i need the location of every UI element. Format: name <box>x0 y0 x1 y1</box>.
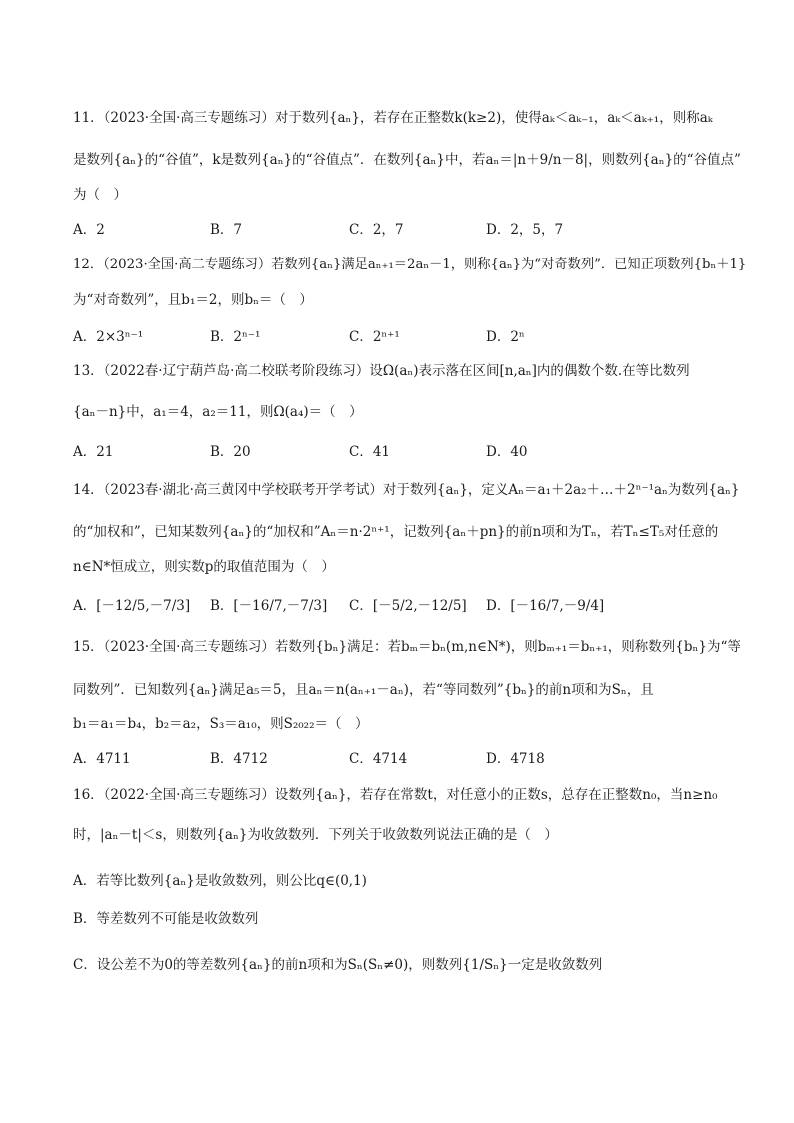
question-12-line-2: 为“对奇数列”，且b₁＝2，则bₙ＝（ ） <box>73 292 313 308</box>
option-c: C．2，7 <box>349 222 404 238</box>
question-14-line-3: n∈N*恒成立，则实数p的取值范围为（ ） <box>73 559 335 575</box>
option-a: A．[－12/5,－7/3] <box>73 598 191 614</box>
question-15-options <box>73 747 713 767</box>
option-c: C．41 <box>349 444 391 460</box>
option-b: B．7 <box>210 222 243 238</box>
option-c: C．[－5/2,－12/5] <box>349 598 467 614</box>
question-16-line-1: 16．（2022·全国·高三专题练习）设数列{aₙ}，若存在常数t，对任意小的正数s，总存在正整数n₀，当n≥n₀ <box>73 787 718 803</box>
question-14-options <box>73 594 713 614</box>
option-a: A．2 <box>73 222 105 238</box>
question-11-line-2: 是数列{aₙ}的“谷值”，k是数列{aₙ}的“谷值点”．在数列{aₙ}中，若aₙ＝|n＋9/n－8|，则数列{aₙ}的“谷值点” <box>73 152 741 168</box>
question-16-option-a: A．若等比数列{aₙ}是收敛数列，则公比q∈(0,1) <box>73 873 367 889</box>
question-14-line-2: 的“加权和”，已知某数列{aₙ}的“加权和”Aₙ＝n·2ⁿ⁺¹，记数列{aₙ＋pn}的前n项和为Tₙ，若Tₙ≤T₅对任意的 <box>73 524 719 540</box>
question-13-options <box>73 440 713 460</box>
question-16-option-b: B．等差数列不可能是收敛数列 <box>73 911 259 927</box>
question-15-line-3: b₁＝a₁＝b₄，b₂＝a₂，S₃＝a₁₀，则S₂₀₂₂＝（ ） <box>73 716 369 732</box>
question-13-line-1: 13．（2022春·辽宁葫芦岛·高二校联考阶段练习）设Ω(aₙ)表示落在区间[n,aₙ]内的偶数个数.在等比数列 <box>73 363 690 379</box>
question-16-option-c: C．设公差不为0的等差数列{aₙ}的前n项和为Sₙ(Sₙ≠0)，则数列{1/Sₙ}一定是收敛数列 <box>73 957 603 973</box>
option-d: D．[－16/7,－9/4] <box>486 598 605 614</box>
option-b: B．[－16/7,－7/3] <box>210 598 328 614</box>
question-15-line-1: 15．（2023·全国·高三专题练习）若数列{bₙ}满足：若bₘ＝bₙ(m,n∈N*)，则bₘ₊₁＝bₙ₊₁，则称数列{bₙ}为“等 <box>73 639 741 655</box>
option-d: D．2ⁿ <box>486 329 525 345</box>
option-b: B．2ⁿ⁻¹ <box>210 329 261 345</box>
option-a: A．2×3ⁿ⁻¹ <box>73 329 144 345</box>
question-11-options <box>73 218 713 238</box>
question-16-line-2: 时，|aₙ－t|＜s，则数列{aₙ}为收敛数列．下列关于收敛数列说法正确的是（ ） <box>73 827 558 843</box>
question-11-line-1: 11．（2023·全国·高三专题练习）对于数列{aₙ}，若存在正整数k(k≥2)，使得aₖ＜aₖ₋₁，aₖ＜aₖ₊₁，则称aₖ <box>73 110 713 126</box>
question-14-line-1: 14．（2023春·湖北·高三黄冈中学校联考开学考试）对于数列{aₙ}，定义Aₙ＝a₁＋2a₂＋…＋2ⁿ⁻¹aₙ为数列{aₙ} <box>73 482 740 498</box>
question-11-line-3: 为（ ） <box>73 187 127 203</box>
option-b: B．4712 <box>210 751 268 767</box>
option-a: A．4711 <box>73 751 131 767</box>
option-d: D．4718 <box>486 751 545 767</box>
option-b: B．20 <box>210 444 251 460</box>
option-a: A．21 <box>73 444 114 460</box>
option-c: C．4714 <box>349 751 408 767</box>
option-d: D．40 <box>486 444 528 460</box>
option-c: C．2ⁿ⁺¹ <box>349 329 400 345</box>
question-15-line-2: 同数列”．已知数列{aₙ}满足a₅＝5，且aₙ＝n(aₙ₊₁－aₙ)，若“等同数列”{bₙ}的前n项和为Sₙ，且 <box>73 682 654 698</box>
option-d: D．2，5，7 <box>486 222 564 238</box>
question-13-line-2: {aₙ－n}中，a₁＝4，a₂＝11，则Ω(a₄)＝（ ） <box>73 404 363 420</box>
question-12-line-1: 12．（2023·全国·高二专题练习）若数列{aₙ}满足aₙ₊₁＝2aₙ－1，则称{aₙ}为“对奇数列”．已知正项数列{bₙ＋1} <box>73 257 747 272</box>
question-12-options <box>73 325 713 345</box>
